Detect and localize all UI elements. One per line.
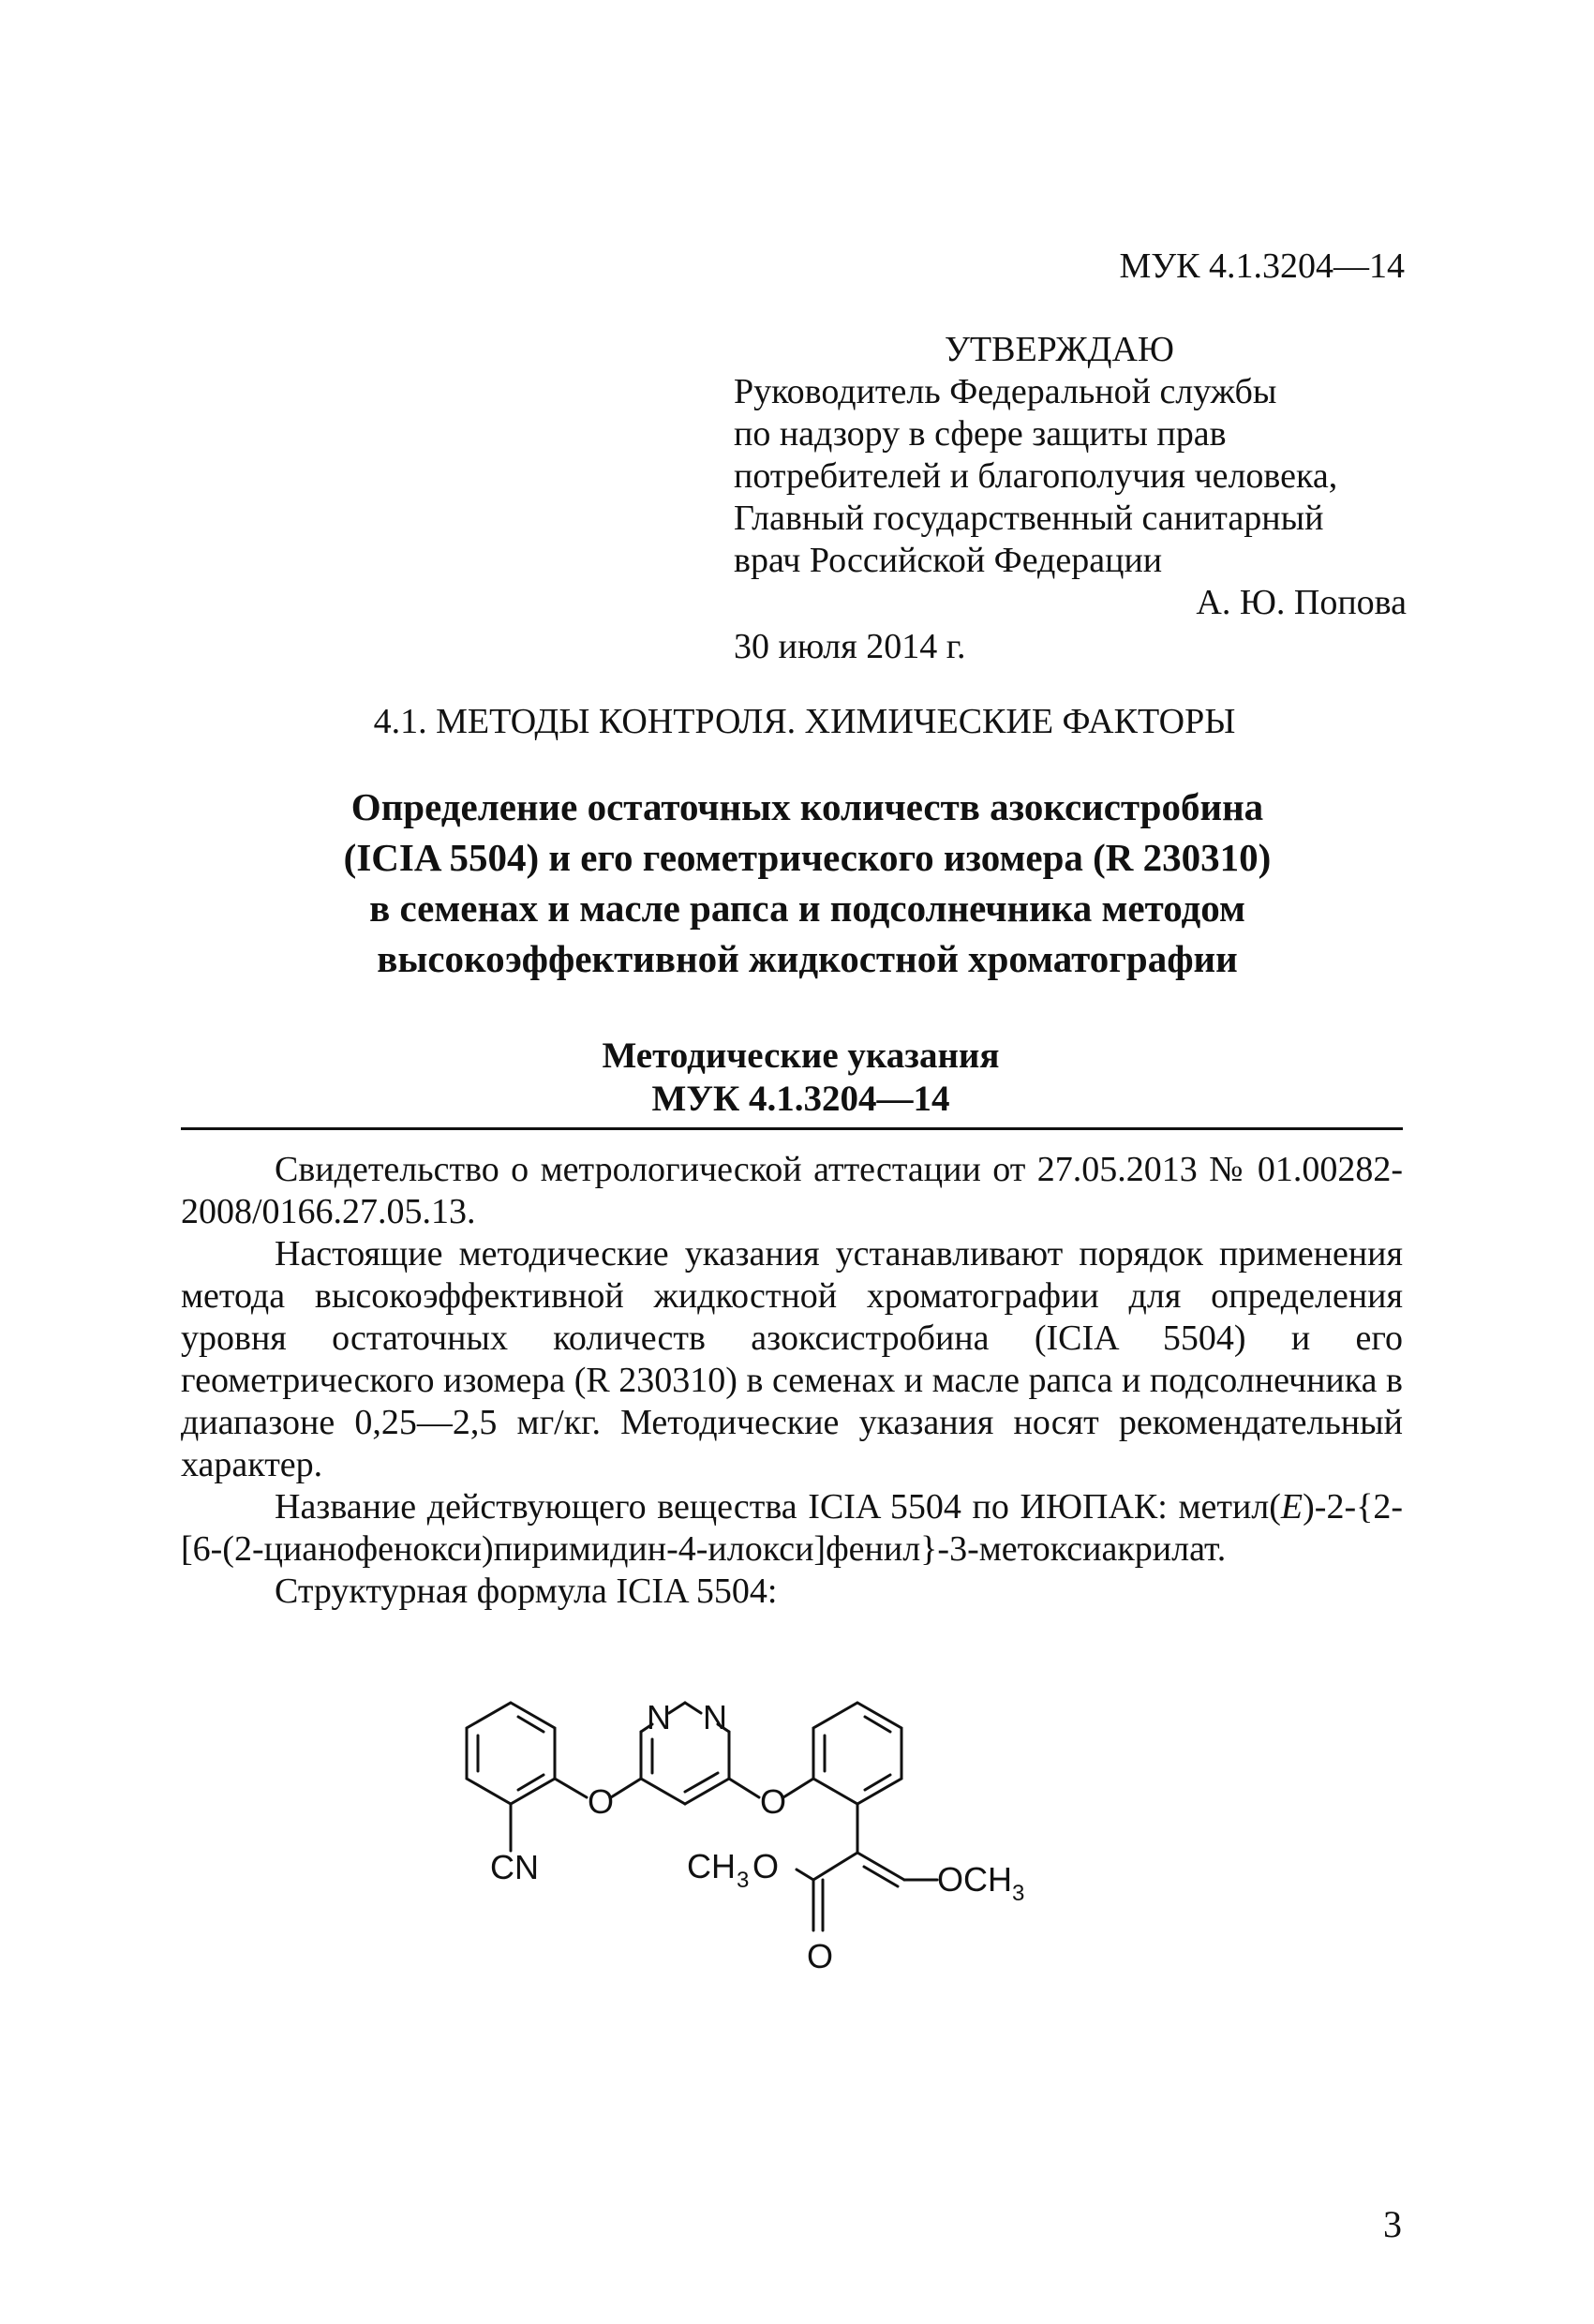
atom-n: N	[647, 1698, 671, 1736]
document-code: МУК 4.1.3204—14	[651, 1079, 950, 1119]
approval-block	[734, 328, 1408, 668]
approval-signatory: А. Ю. Попова	[1196, 583, 1407, 622]
horizontal-rule	[181, 1127, 1403, 1130]
atom-cn: CN	[490, 1848, 539, 1886]
approval-line: Руководитель Федеральной службы	[734, 372, 1277, 411]
formula-atom-labels	[490, 1698, 1024, 1975]
atom-sub3: 3	[1012, 1881, 1025, 1906]
atom-o: O	[807, 1937, 834, 1975]
title-line: высокоэффективной жидкостной хроматографии	[377, 937, 1238, 980]
paragraph-certificate: Свидетельство о метрологической аттестации от 27.05.2013 № 01.00282-2008/0166.27.05.13.	[181, 1150, 1403, 1231]
atom-o: O	[752, 1847, 780, 1885]
document-type-block	[0, 1035, 1594, 1121]
title-line: (ICIA 5504) и его геометрического изомера (R 230310)	[343, 836, 1272, 879]
atom-och: OCH	[937, 1860, 1012, 1899]
page-number: 3	[1383, 2203, 1402, 2245]
approval-date: 30 июля 2014 г.	[734, 627, 966, 666]
approval-heading: УТВЕРЖДАЮ	[945, 330, 1174, 369]
paragraph-iupac	[181, 1486, 1403, 1571]
title-line: в семенах и масле рапса и подсолнечника методом	[369, 886, 1245, 930]
approval-line: потребителей и благополучия человека,	[734, 456, 1338, 496]
atom-ch: CH	[687, 1847, 736, 1885]
atom-o: O	[588, 1782, 615, 1821]
body-text	[181, 1149, 1403, 1613]
paragraph-formula-caption: Структурная формула ICIA 5504:	[275, 1572, 778, 1611]
structural-formula	[426, 1687, 1110, 2043]
approval-line: врач Российской Федерации	[734, 541, 1163, 580]
approval-line: Главный государственный санитарный	[734, 499, 1324, 538]
left-benzene-ring	[467, 1703, 555, 1804]
title-line: Определение остаточных количеств азоксистробина	[350, 785, 1264, 828]
right-benzene-ring	[813, 1703, 901, 1804]
iupac-prefix: Название действующего вещества ICIA 5504 по ИЮПАК: метил(	[275, 1487, 1281, 1527]
iupac-suffix: )-2-{2-[6-(2-цианофенокси)пиримидин-4-илокси]фенил}-3-метоксиакрилат.	[181, 1487, 1403, 1569]
paragraph-scope: Настоящие методические указания устанавливают порядок применения метода высокоэффективной жидкостной хроматографии для определения уровня остаточных количеств азоксистробина (ICIA 5504) и его геометрического изомера (R 230310) в семенах и масле рапса и подсолнечника в диапазоне 0,25—2,5 мг/кг. Методические указания носят рекомендательный характер.	[181, 1234, 1403, 1484]
atom-n: N	[703, 1698, 727, 1736]
header-document-code: МУК 4.1.3204—14	[1119, 246, 1405, 286]
approval-line: по надзору в сфере защиты прав	[734, 414, 1227, 454]
iupac-italic: E	[1280, 1487, 1304, 1527]
atom-o: O	[760, 1782, 787, 1821]
section-heading: 4.1. МЕТОДЫ КОНТРОЛЯ. ХИМИЧЕСКИЕ ФАКТОРЫ	[373, 702, 1236, 741]
atom-sub3: 3	[737, 1868, 750, 1893]
document-title	[0, 782, 1594, 984]
document-type: Методические указания	[602, 1035, 1000, 1076]
